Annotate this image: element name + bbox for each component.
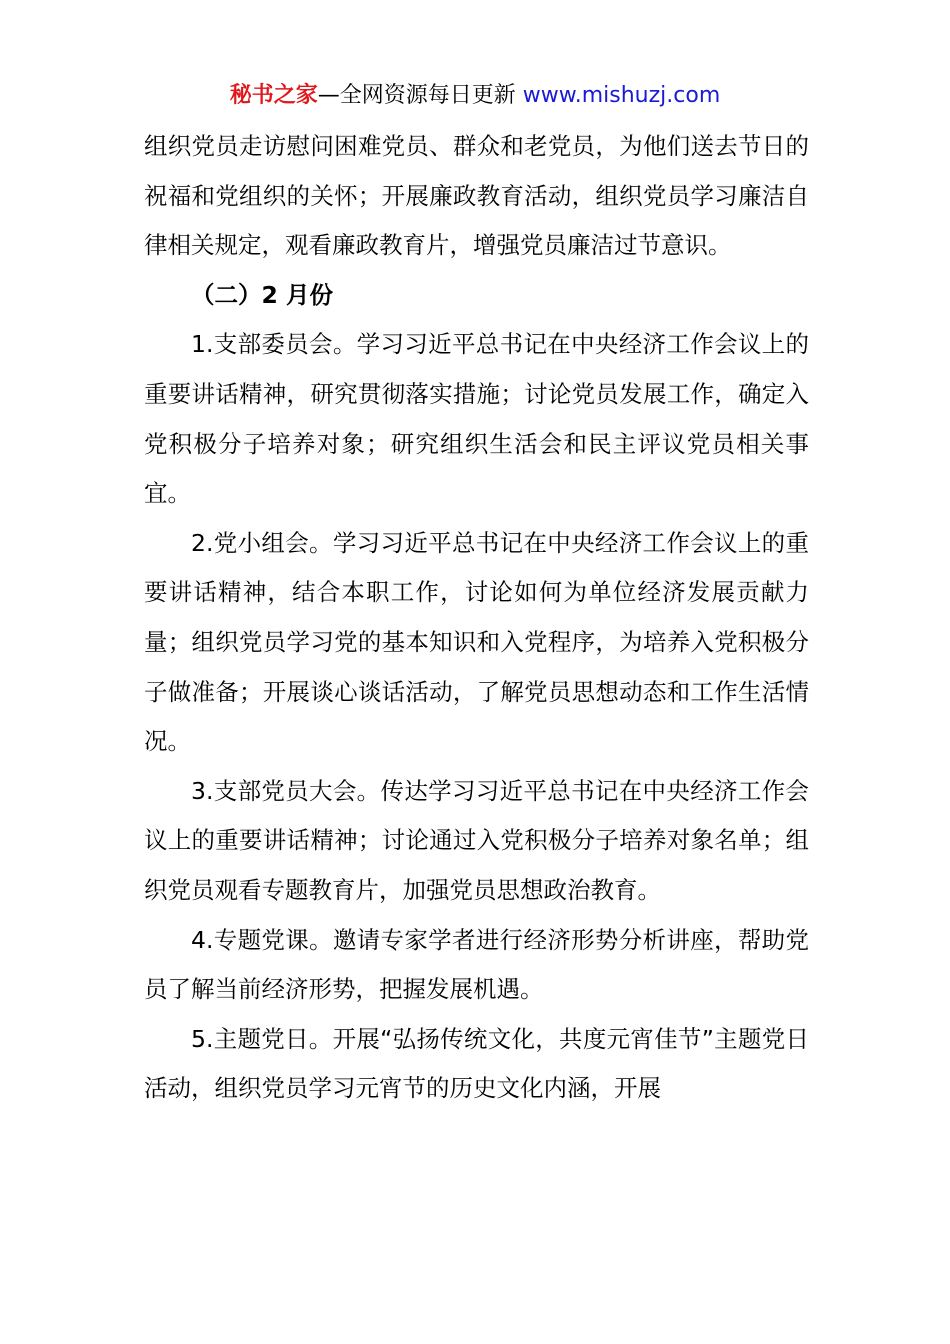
list-item-special-lecture: 4.专题党课。邀请专家学者进行经济形势分析讲座，帮助党员了解当前经济形势，把握发展机遇。	[144, 925, 809, 1004]
brand-name: 秘书之家	[229, 83, 318, 108]
page-header	[0, 80, 950, 112]
header-tagline: 全网资源每日更新	[339, 83, 516, 108]
section-heading-february: （二）2 月份	[191, 280, 334, 309]
list-item-general-assembly: 3.支部党员大会。传达学习习近平总书记在中央经济工作会议上的重要讲话精神；讨论通过入党积极分子培养对象名单；组织党员观看专题教育片，加强党员思想政治教育。	[144, 776, 809, 904]
list-item-party-group-meeting: 2.党小组会。学习习近平总书记在中央经济工作会议上的重要讲话精神，结合本职工作，讨论如何为单位经济发展贡献力量；组织党员学习党的基本知识和入党程序，为培养入党积极分子做准备；开展谈心谈话活动，了解党员思想动态和工作生活情况。	[144, 528, 809, 756]
document-body	[144, 122, 809, 1114]
header-dash: —	[317, 83, 340, 108]
continued-paragraph: 组织党员走访慰问困难党员、群众和老党员，为他们送去节日的祝福和党组织的关怀；开展廉政教育活动，组织党员学习廉洁自律相关规定，观看廉政教育片，增强党员廉洁过节意识。	[144, 132, 809, 260]
header-url-link[interactable]: www.mishuzj.com	[522, 83, 721, 108]
list-item-branch-committee: 1.支部委员会。学习习近平总书记在中央经济工作会议上的重要讲话精神，研究贯彻落实措施；讨论党员发展工作，确定入党积极分子培养对象；研究组织生活会和民主评议党员相关事宜。	[144, 330, 809, 508]
list-item-theme-day: 5.主题党日。开展“弘扬传统文化，共度元宵佳节”主题党日活动，组织党员学习元宵节的历史文化内涵，开展	[144, 1024, 809, 1103]
